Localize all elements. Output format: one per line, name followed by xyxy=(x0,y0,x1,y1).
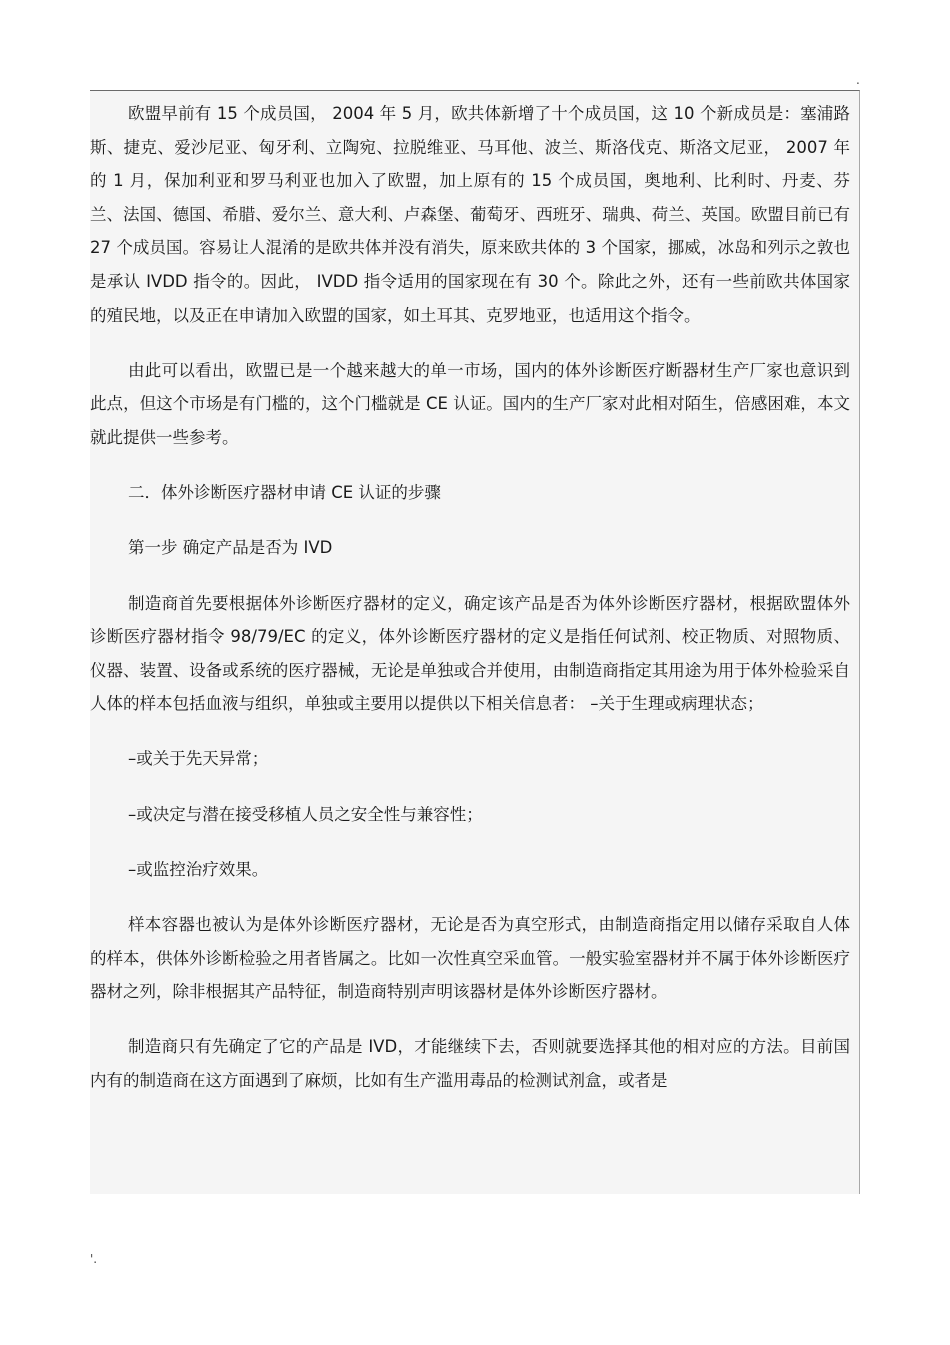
paragraph-definition: 制造商首先要根据体外诊断医疗器材的定义，确定该产品是否为体外诊断医疗器材，根据欧盟体外诊断医疗器材指令 98/79/EC 的定义，体外诊断医疗器材的定义是指任何试剂、校正物质、对照物质、仪器、装置、设备或系统的医疗器械，无论是单独或合并使用，由制造商指定其用途为用于体外检验采自人体的样本包括血液与组织，单独或主要用以提供以下相关信息者： –关于生理或病理状态； xyxy=(90,593,850,714)
list-item: –或决定与潜在接受移植人员之安全性与兼容性； xyxy=(128,804,483,824)
section-heading: 二．体外诊断医疗器材申请 CE 认证的步骤 xyxy=(128,483,441,503)
paragraph-eu-members: 欧盟早前有 15 个成员国， 2004 年 5 月，欧共体新增了十个成员国，这 10 个新成员是：塞浦路斯、捷克、爱沙尼亚、匈牙利、立陶宛、拉脱维亚、马耳他、波兰、斯洛伐克、斯洛文尼亚， 2007 年的 1 月，保加利亚和罗马利亚也加入了欧盟，加上原有的 15 个成员国，奥地利、比利时、丹麦、芬兰、法国、德国、希腊、爱尔兰、意大利、卢森堡、葡萄牙、西班牙、瑞典、荷兰、英国。欧盟目前已有 27 个成员国。容易让人混淆的是欧共体并没有消失，原来欧共体的 3 个国家，挪威，冰岛和列示之敦也是承认 IVDD 指令的。因此， IVDD 指令适用的国家现在有 30 个。除此之外，还有一些前欧共体国家的殖民地，以及正在申请加入欧盟的国家，如土耳其、克罗地亚，也适用这个指令。 xyxy=(90,104,850,325)
paragraph-manufacturer: 制造商只有先确定了它的产品是 IVD，才能继续下去，否则就要选择其他的相对应的方法。目前国内有的制造商在这方面遇到了麻烦，比如有生产滥用毒品的检测试剂盒，或者是 xyxy=(90,1037,850,1090)
list-item: –或关于先天异常； xyxy=(128,749,269,769)
paragraph-market: 由此可以看出，欧盟已是一个越来越大的单一市场，国内的体外诊断医疗断器材生产厂家也意识到此点，但这个市场是有门槛的，这个门槛就是 CE 认证。国内的生产厂家对此相对陌生，倍感困难，本文就此提供一些参考。 xyxy=(90,360,850,447)
paragraph-sample-container: 样本容器也被认为是体外诊断医疗器材，无论是否为真空形式，由制造商指定用以储存采取自人体的样本，供体外诊断检验之用者皆属之。比如一次性真空采血管。一般实验室器材并不属于体外诊断医疗器材之列，除非根据其产品特征，制造商特别声明该器材是体外诊断医疗器材。 xyxy=(90,915,850,1002)
document-body xyxy=(90,97,850,1119)
page-corner-mark: '. xyxy=(90,1252,98,1266)
step-heading: 第一步 确定产品是否为 IVD xyxy=(128,538,333,558)
list-item: –或监控治疗效果。 xyxy=(128,859,269,879)
page-corner-mark: . xyxy=(856,73,860,87)
